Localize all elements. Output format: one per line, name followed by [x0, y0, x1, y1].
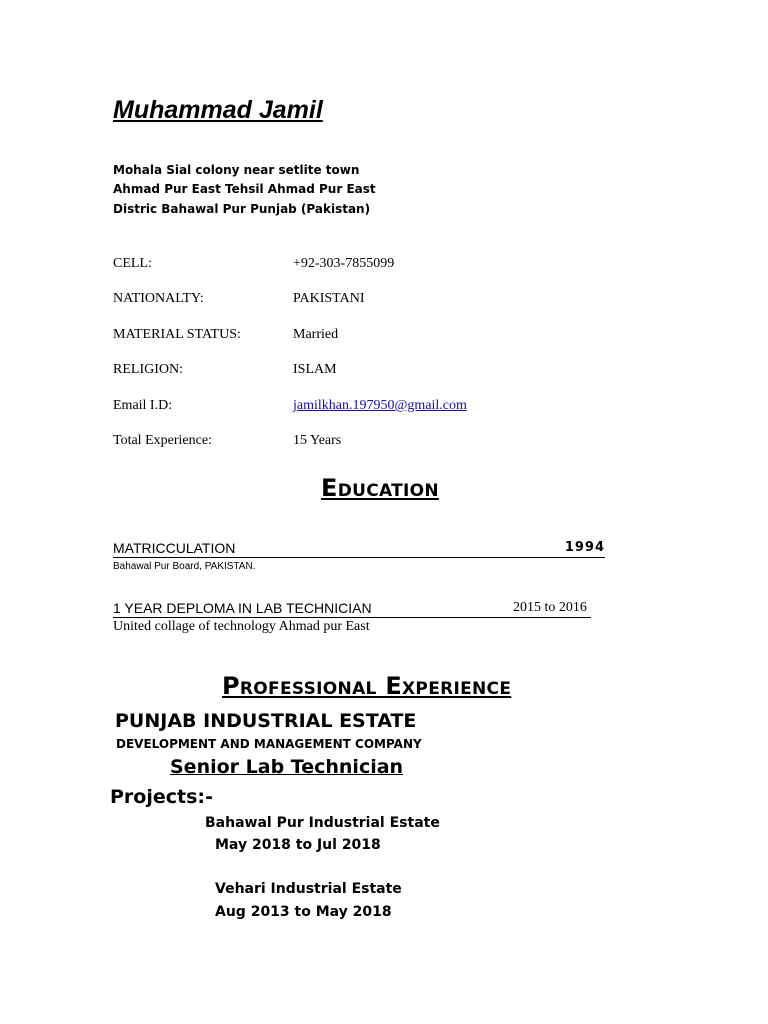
- marital-status-value: Married: [293, 327, 339, 342]
- company-name: PUNJAB INDUSTRIAL ESTATE: [115, 710, 417, 732]
- candidate-name: Muhammad Jamil: [113, 96, 323, 124]
- projects-label: Projects:-: [110, 786, 213, 808]
- email-label: Email I.D:: [113, 398, 173, 413]
- education-item-2: [113, 600, 591, 618]
- experience-heading: Professional Experience: [222, 672, 512, 700]
- cell-value: +92-303-7855099: [293, 256, 395, 271]
- education-item-1: [113, 540, 605, 558]
- education-year: 1994: [564, 540, 605, 555]
- education-year: 2015 to 2016: [513, 600, 587, 615]
- education-title: 1 YEAR DEPLOMA IN LAB TECHNICIAN: [113, 600, 372, 616]
- project-name: Vehari Industrial Estate: [215, 881, 402, 897]
- project-period: May 2018 to Jul 2018: [215, 837, 381, 853]
- address-line-2: Ahmad Pur East Tehsil Ahmad Pur East: [113, 182, 376, 196]
- project-name: Bahawal Pur Industrial Estate: [205, 815, 440, 831]
- address-line-1: Mohala Sial colony near setlite town: [113, 163, 360, 177]
- religion-label: RELIGION:: [113, 362, 183, 377]
- religion-value: ISLAM: [293, 362, 337, 377]
- job-role: Senior Lab Technician: [170, 756, 404, 778]
- education-heading: Education: [321, 474, 439, 502]
- cell-label: CELL:: [113, 256, 152, 271]
- education-institution: Bahawal Pur Board, PAKISTAN.: [113, 561, 256, 572]
- experience-value: 15 Years: [293, 433, 342, 448]
- marital-status-label: MATERIAL STATUS:: [113, 327, 241, 342]
- nationality-label: NATIONALTY:: [113, 291, 204, 306]
- address-line-3: Distric Bahawal Pur Punjab (Pakistan): [113, 202, 371, 216]
- experience-label: Total Experience:: [113, 433, 212, 448]
- project-period: Aug 2013 to May 2018: [215, 904, 392, 920]
- company-subtitle: DEVELOPMENT AND MANAGEMENT COMPANY: [116, 737, 422, 751]
- education-title: MATRICCULATION: [113, 540, 236, 556]
- nationality-value: PAKISTANI: [293, 291, 365, 306]
- education-institution: United collage of technology Ahmad pur East: [113, 619, 370, 634]
- email-link[interactable]: jamilkhan.197950@gmail.com: [293, 398, 467, 413]
